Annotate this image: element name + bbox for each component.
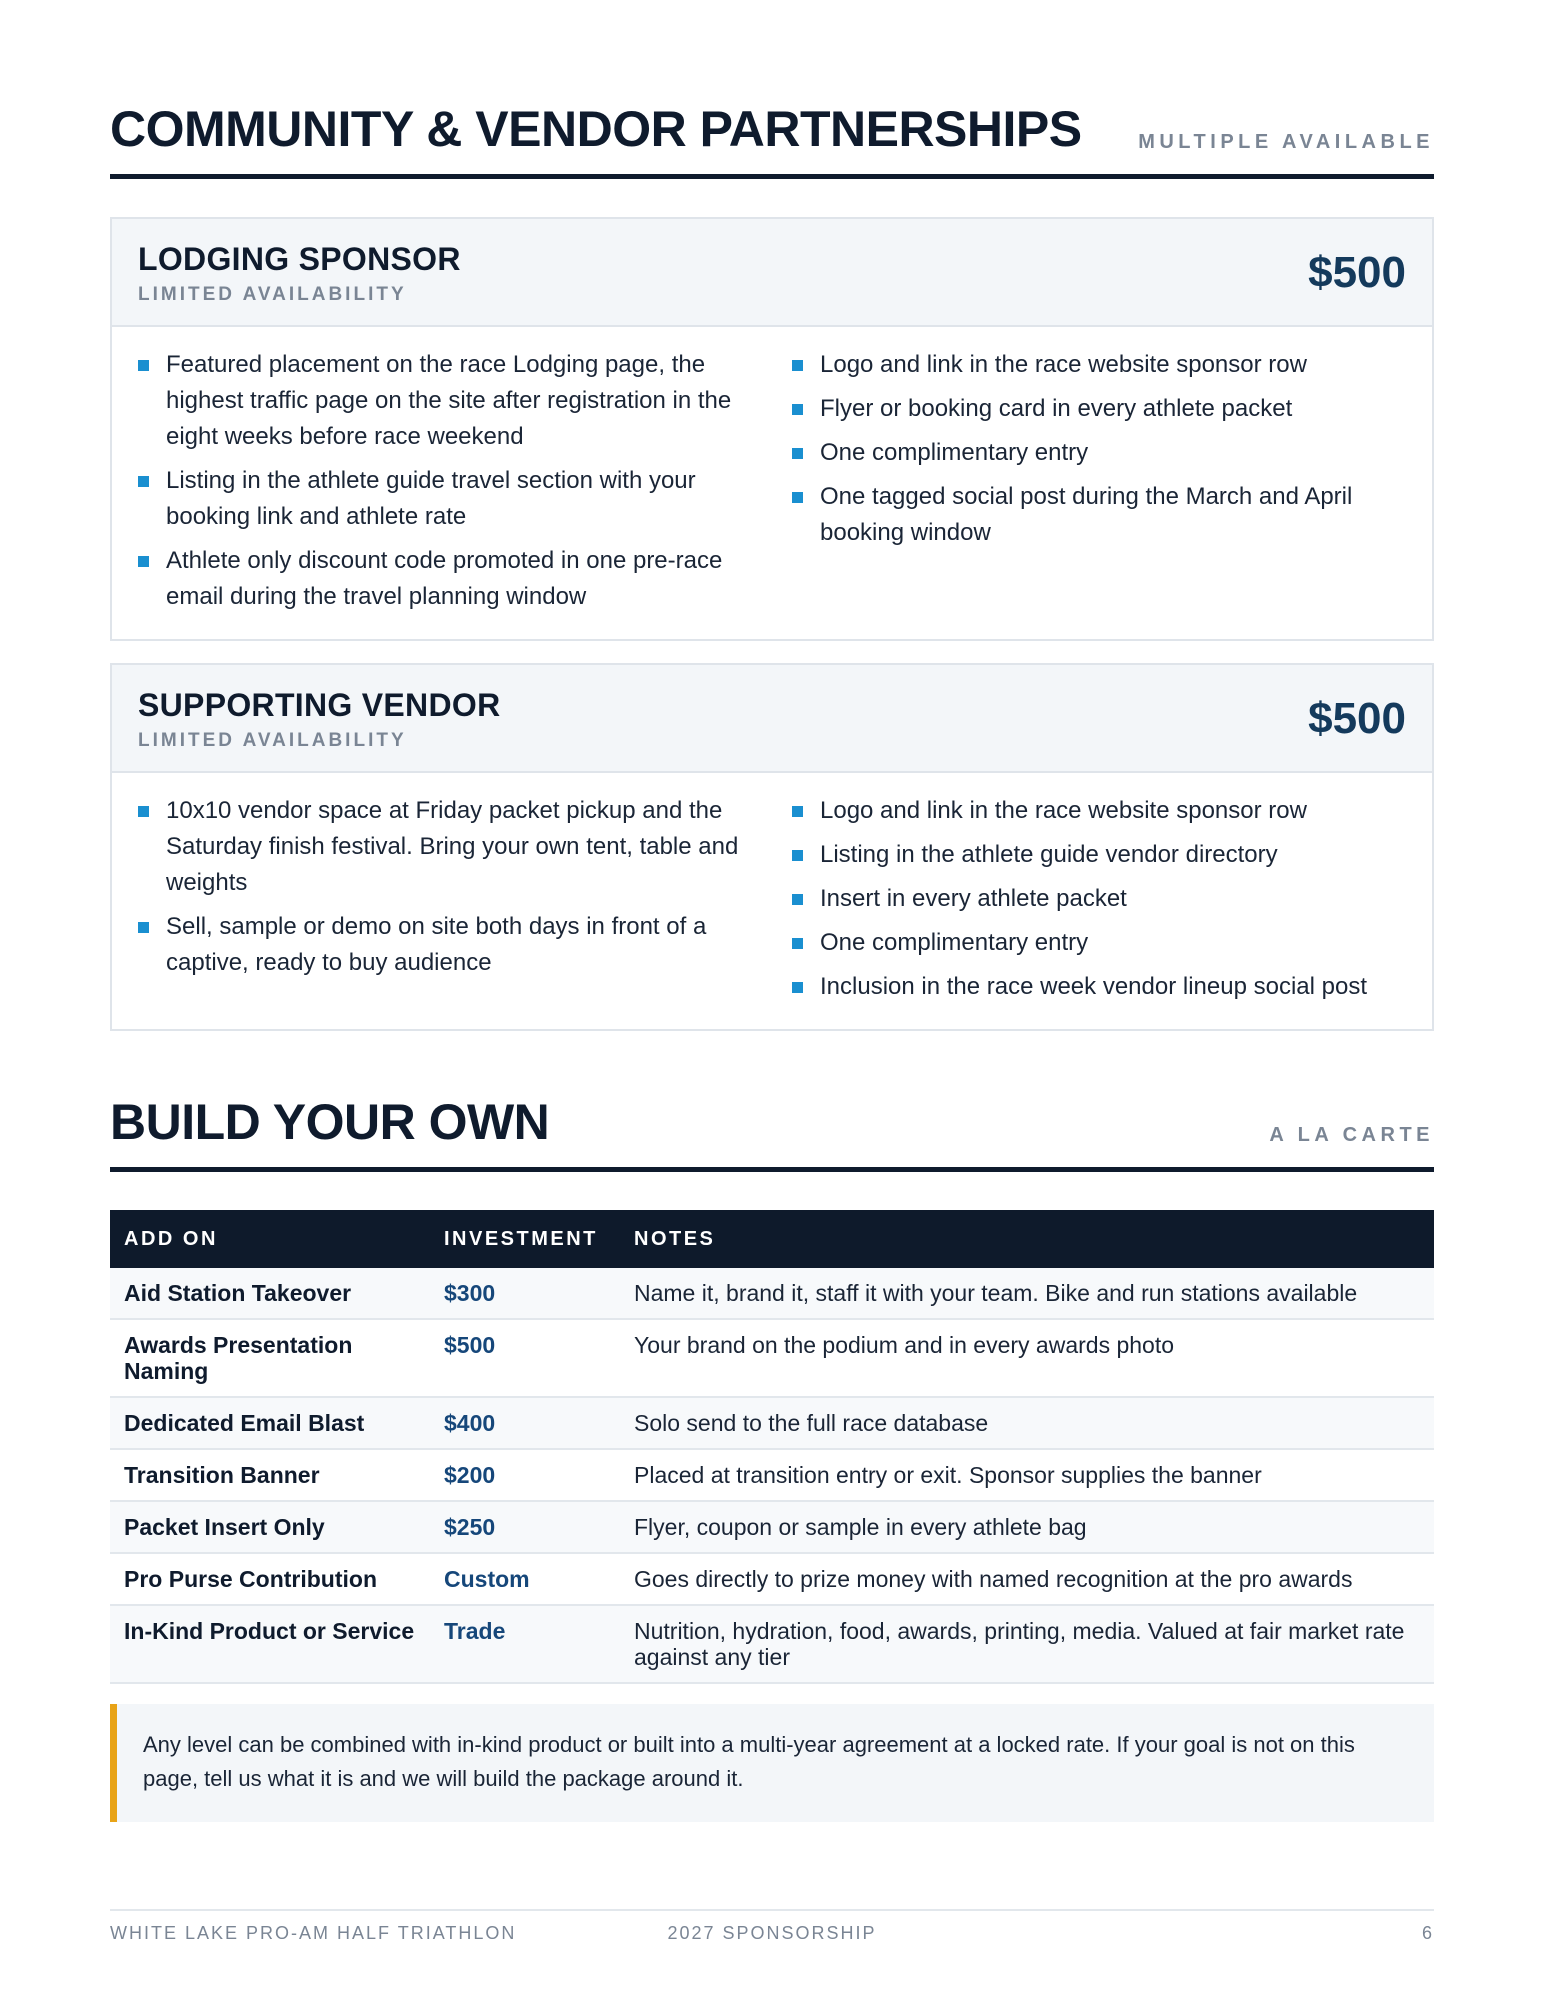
add-on-notes: Goes directly to prize money with named recognition at the pro awards — [620, 1553, 1434, 1605]
benefit-text: Listing in the athlete guide travel section with your booking link and athlete rate — [166, 467, 696, 530]
benefit-item — [792, 435, 1406, 471]
benefit-item — [138, 793, 752, 901]
callout-note: Any level can be combined with in-kind product or built into a multi-year agreement at a locked rate. If your goal is not on this page, tell us what it is and we will build the package around it. — [110, 1704, 1434, 1822]
tier-benefits — [112, 773, 1432, 1029]
benefit-text: Flyer or booking card in every athlete packet — [820, 395, 1293, 422]
add-on-investment: $400 — [430, 1397, 620, 1449]
square-bullet-icon — [792, 850, 803, 861]
table-header-row — [110, 1210, 1434, 1268]
add-on-investment: Custom — [430, 1553, 620, 1605]
benefit-item — [792, 881, 1406, 917]
add-on-notes: Your brand on the podium and in every awards photo — [620, 1319, 1434, 1397]
add-on-table — [110, 1210, 1434, 1684]
tier-card — [110, 663, 1434, 1031]
benefit-text: 10x10 vendor space at Friday packet pickup and the Saturday finish festival. Bring your own tent, table and weights — [166, 797, 739, 896]
square-bullet-icon — [138, 806, 149, 817]
benefit-item — [792, 391, 1406, 427]
benefit-text: Featured placement on the race Lodging page, the highest traffic page on the site after registration in the eight weeks before race weekend — [166, 351, 732, 450]
square-bullet-icon — [792, 982, 803, 993]
benefit-text: Athlete only discount code promoted in one pre-race email during the travel planning window — [166, 547, 723, 610]
tier-price: $500 — [1308, 248, 1406, 297]
add-on-name: In-Kind Product or Service — [110, 1605, 430, 1683]
square-bullet-icon — [792, 404, 803, 415]
benefit-text: Logo and link in the race website sponsor row — [820, 797, 1307, 824]
square-bullet-icon — [138, 476, 149, 487]
table-row — [110, 1449, 1434, 1501]
table-row — [110, 1397, 1434, 1449]
add-on-notes: Placed at transition entry or exit. Sponsor supplies the banner — [620, 1449, 1434, 1501]
add-on-name: Dedicated Email Blast — [110, 1397, 430, 1449]
benefit-item — [792, 479, 1406, 551]
benefits-column-right — [782, 347, 1406, 623]
add-on-name: Packet Insert Only — [110, 1501, 430, 1553]
add-on-investment: $300 — [430, 1268, 620, 1319]
tier-header — [112, 219, 1432, 327]
benefit-item — [792, 347, 1406, 383]
benefits-column-left — [138, 347, 782, 623]
table-row — [110, 1553, 1434, 1605]
add-on-investment: $500 — [430, 1319, 620, 1397]
benefit-item — [792, 837, 1406, 873]
benefit-item — [792, 925, 1406, 961]
benefit-item — [138, 347, 752, 455]
benefit-text: One complimentary entry — [820, 929, 1089, 956]
table-body — [110, 1268, 1434, 1683]
benefit-item — [138, 909, 752, 981]
benefit-item — [138, 463, 752, 535]
tier-price: $500 — [1308, 694, 1406, 743]
section-tag: A LA CARTE — [1269, 1124, 1434, 1146]
square-bullet-icon — [138, 556, 149, 567]
benefit-item — [792, 969, 1406, 1005]
square-bullet-icon — [138, 922, 149, 933]
page — [110, 0, 1434, 1822]
benefit-item — [138, 543, 752, 615]
add-on-investment: Trade — [430, 1605, 620, 1683]
benefit-text: One tagged social post during the March and April booking window — [820, 483, 1353, 546]
add-on-notes: Nutrition, hydration, food, awards, printing, media. Valued at fair market rate against any tier — [620, 1605, 1434, 1683]
benefits-column-left — [138, 793, 782, 1013]
page-number: 6 — [1421, 1923, 1434, 1943]
page-footer — [110, 1909, 1434, 1944]
add-on-notes: Name it, brand it, staff it with your team. Bike and run stations available — [620, 1268, 1434, 1319]
benefit-text: Logo and link in the race website sponsor row — [820, 351, 1307, 378]
square-bullet-icon — [792, 492, 803, 503]
tier-heading — [138, 241, 461, 306]
tier-benefits — [112, 327, 1432, 639]
square-bullet-icon — [792, 894, 803, 905]
add-on-notes: Solo send to the full race database — [620, 1397, 1434, 1449]
benefit-text: Sell, sample or demo on site both days in front of a captive, ready to buy audience — [166, 913, 707, 976]
benefit-text: Inclusion in the race week vendor lineup social post — [820, 973, 1367, 1000]
section-title: COMMUNITY & VENDOR PARTNERSHIPS — [110, 101, 1082, 157]
table-row — [110, 1605, 1434, 1683]
tier-list — [110, 217, 1434, 1031]
add-on-name: Awards Presentation Naming — [110, 1319, 430, 1397]
table-row — [110, 1501, 1434, 1553]
add-on-name: Pro Purse Contribution — [110, 1553, 430, 1605]
add-on-name: Transition Banner — [110, 1449, 430, 1501]
benefit-text: Insert in every athlete packet — [820, 885, 1127, 912]
tier-name: LODGING SPONSOR — [138, 240, 461, 277]
benefit-text: One complimentary entry — [820, 439, 1089, 466]
square-bullet-icon — [792, 360, 803, 371]
benefit-item — [792, 793, 1406, 829]
table-row — [110, 1268, 1434, 1319]
square-bullet-icon — [792, 938, 803, 949]
footer-doc-title: 2027 SPONSORSHIP — [667, 1923, 877, 1943]
tier-availability: LIMITED AVAILABILITY — [138, 283, 407, 305]
column-header-notes: NOTES — [620, 1210, 1434, 1268]
square-bullet-icon — [792, 806, 803, 817]
tier-name: SUPPORTING VENDOR — [138, 686, 501, 723]
tier-header — [112, 665, 1432, 773]
tier-card — [110, 217, 1434, 641]
section-header-build-your-own — [110, 1094, 1434, 1172]
table-row — [110, 1319, 1434, 1397]
section-title: BUILD YOUR OWN — [110, 1094, 550, 1150]
square-bullet-icon — [792, 448, 803, 459]
add-on-notes: Flyer, coupon or sample in every athlete bag — [620, 1501, 1434, 1553]
benefit-text: Listing in the athlete guide vendor directory — [820, 841, 1278, 868]
add-on-name: Aid Station Takeover — [110, 1268, 430, 1319]
add-on-investment: $200 — [430, 1449, 620, 1501]
square-bullet-icon — [138, 360, 149, 371]
tier-heading — [138, 687, 500, 752]
section-tag: MULTIPLE AVAILABLE — [1138, 131, 1434, 153]
benefits-column-right — [782, 793, 1406, 1013]
tier-availability: LIMITED AVAILABILITY — [138, 729, 407, 751]
column-header-investment: INVESTMENT — [430, 1210, 620, 1268]
footer-event-name: WHITE LAKE PRO-AM HALF TRIATHLON — [110, 1923, 517, 1943]
section-header-partnerships — [110, 101, 1434, 179]
column-header-add-on: ADD ON — [110, 1210, 430, 1268]
add-on-investment: $250 — [430, 1501, 620, 1553]
